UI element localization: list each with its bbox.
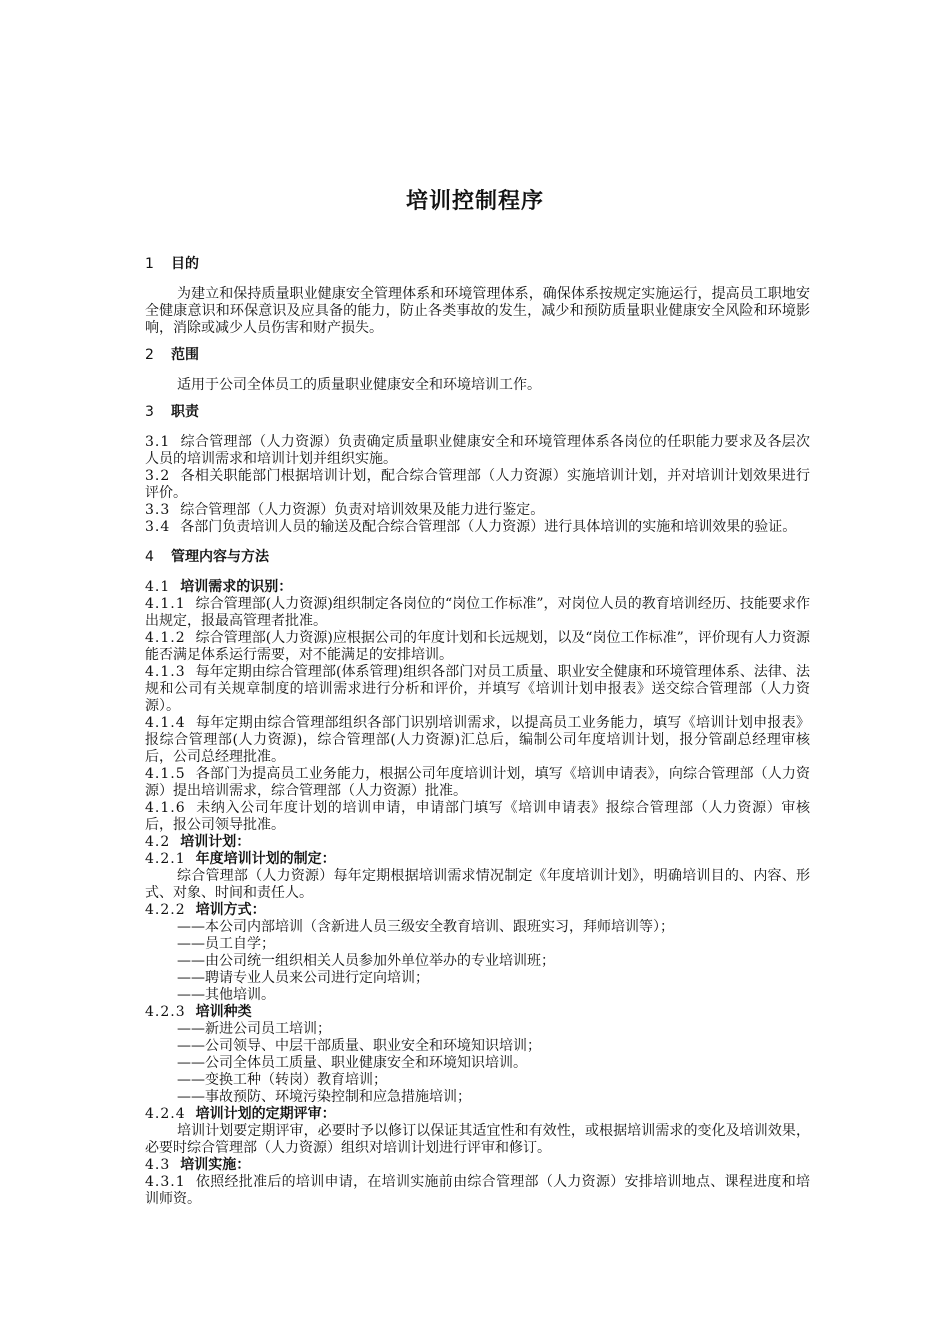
section-1-heading: [145, 256, 810, 273]
clause-heading: 培训实施：: [180, 1157, 251, 1173]
clause-text: 依照经批准后的培训申请，在培训实施前由综合管理部（人力资源）安排培训地点、课程进度和培训师资。: [145, 1174, 810, 1207]
list-item: ——变换工种（转岗）教育培训；: [177, 1072, 387, 1088]
section-number: 3: [145, 404, 154, 420]
section-title: 职责: [171, 404, 199, 420]
clause-3-4: [145, 519, 810, 536]
list-item: ——由公司统一组织相关人员参加外单位举办的专业培训班；: [177, 953, 555, 969]
clause-number: 4.1.6: [145, 800, 186, 816]
clause-4-2-3-heading: [145, 1004, 810, 1021]
clause-4-2-heading: [145, 834, 810, 851]
clause-number: 4.1.1: [145, 596, 186, 612]
document-body: [145, 256, 810, 1208]
clause-number: 4.3.1: [145, 1174, 186, 1190]
clause-number: 4.2.3: [145, 1004, 186, 1020]
clause-text: 综合管理部(人力资源)组织制定各岗位的“岗位工作标准”，对岗位人员的教育培训经历、技能要求作出规定，报最高管理者批准。: [145, 596, 810, 629]
section-title: 范围: [171, 347, 199, 363]
clause-4-1-5: [145, 766, 810, 800]
section-1-paragraph: 为建立和保持质量职业健康安全管理体系和环境管理体系，确保体系按规定实施运行，提高员工职地安全健康意识和环保意识及应具备的能力，防止各类事故的发生，减少和预防质量职业健康安全风险和环境影响，消除或减少人员伤害和财产损失。: [145, 286, 810, 336]
clause-number: 4.1.2: [145, 630, 186, 646]
clause-number: 4.2: [145, 834, 171, 850]
clause-number: 4.3: [145, 1157, 171, 1173]
clause-4-1-heading: [145, 579, 810, 596]
clause-heading: 培训需求的识别：: [180, 579, 293, 595]
list-item: ——事故预防、环境污染控制和应急措施培训；: [177, 1089, 471, 1105]
clause-number: 4.2.1: [145, 851, 186, 867]
clause-text: 各部门为提高员工业务能力，根据公司年度培训计划，填写《培训申请表》，向综合管理部（人力资源）提出培训需求，综合管理部（人力资源）批准。: [145, 766, 810, 799]
clause-4-1-4: [145, 715, 810, 766]
clause-number: 4.2.4: [145, 1106, 186, 1122]
clause-heading: 培训种类: [195, 1004, 252, 1020]
clause-3-3: [145, 502, 810, 519]
section-3-heading: [145, 404, 810, 421]
section-2-paragraph: 适用于公司全体员工的质量职业健康安全和环境培训工作。: [177, 377, 541, 393]
clause-4-1-1: [145, 596, 810, 630]
clause-text: 各相关职能部门根据培训计划，配合综合管理部（人力资源）实施培训计划，并对培训计划效果进行评价。: [145, 468, 810, 501]
clause-number: 4.1: [145, 579, 171, 595]
clause-4-2-2-heading: [145, 902, 810, 919]
section-4-heading: [145, 549, 810, 566]
clause-text: 各部门负责培训人员的输送及配合综合管理部（人力资源）进行具体培训的实施和培训效果的验证。: [180, 519, 797, 535]
section-title: 管理内容与方法: [171, 549, 269, 565]
clause-heading: 培训方式：: [195, 902, 266, 918]
list-item: ——本公司内部培训（含新进人员三级安全教育培训、跟班实习，拜师培训等）；: [177, 919, 674, 935]
clause-number: 4.2.2: [145, 902, 186, 918]
section-title: 目的: [171, 256, 199, 272]
clause-text: 每年定期由综合管理部(体系管理)组织各部门对员工质量、职业安全健康和环境管理体系、法律、法规和公司有关规章制度的培训需求进行分析和评价，并填写《培训计划申报表》送交综合管理部（人力资源）。: [145, 664, 810, 714]
clause-4-3-heading: [145, 1157, 810, 1174]
clause-4-1-3: [145, 664, 810, 715]
section-number: 4: [145, 549, 154, 565]
section-2-heading: [145, 347, 810, 364]
clause-number: 3.1: [145, 434, 171, 450]
clause-4-1-6: [145, 800, 810, 834]
clause-number: 4.1.4: [145, 715, 186, 731]
clause-4-1-2: [145, 630, 810, 664]
clause-heading: 培训计划：: [180, 834, 251, 850]
clause-text: 综合管理部（人力资源）负责对培训效果及能力进行鉴定。: [180, 502, 545, 518]
clause-4-3-1: [145, 1174, 810, 1208]
list-item: ——公司全体员工质量、职业健康安全和环境知识培训。: [177, 1055, 527, 1071]
clause-text: 每年定期由综合管理部组织各部门识别培训需求，以提高员工业务能力，填写《培训计划申报表》报综合管理部(人力资源)，综合管理部(人力资源)汇总后，编制公司年度培训计划，报分管副总经理审核后，公司总经理批准。: [145, 715, 810, 765]
clause-4-2-4-heading: [145, 1106, 810, 1123]
clause-3-2: [145, 468, 810, 502]
clause-text: 综合管理部（人力资源）负责确定质量职业健康安全和环境管理体系各岗位的任职能力要求及各层次人员的培训需求和培训计划并组织实施。: [145, 434, 810, 467]
clause-text: 综合管理部(人力资源)应根据公司的年度计划和长远规划，以及“岗位工作标准”，评价现有人力资源能否满足体系运行需要，对不能满足的安排培训。: [145, 630, 810, 663]
clause-number: 4.1.5: [145, 766, 186, 782]
clause-text: 未纳入公司年度计划的培训申请，申请部门填写《培训申请表》报综合管理部（人力资源）审核后，报公司领导批准。: [145, 800, 810, 833]
page-title: 培训控制程序: [405, 189, 544, 214]
clause-number: 4.1.3: [145, 664, 186, 680]
clause-3-1: [145, 434, 810, 468]
list-item: ——新进公司员工培训；: [177, 1021, 331, 1037]
list-item: ——员工自学；: [177, 936, 275, 952]
section-number: 2: [145, 347, 154, 363]
clause-heading: 培训计划的定期评审：: [195, 1106, 336, 1122]
section-number: 1: [145, 256, 154, 272]
clause-4-2-4-paragraph: 培训计划要定期评审，必要时予以修订以保证其适宜性和有效性，或根据培训需求的变化及培训效果，必要时综合管理部（人力资源）组织对培训计划进行评审和修订。: [145, 1123, 810, 1156]
clause-number: 3.3: [145, 502, 171, 518]
list-item: ——其他培训。: [177, 987, 275, 1003]
clause-number: 3.4: [145, 519, 171, 535]
clause-4-2-1-paragraph: 综合管理部（人力资源）每年定期根据培训需求情况制定《年度培训计划》，明确培训目的、内容、形式、对象、时间和责任人。: [145, 868, 810, 901]
list-item: ——聘请专业人员来公司进行定向培训；: [177, 970, 429, 986]
clause-4-2-1-heading: [145, 851, 810, 868]
clause-number: 3.2: [145, 468, 171, 484]
list-item: ——公司领导、中层干部质量、职业安全和环境知识培训；: [177, 1038, 541, 1054]
clause-heading: 年度培训计划的制定：: [195, 851, 336, 867]
